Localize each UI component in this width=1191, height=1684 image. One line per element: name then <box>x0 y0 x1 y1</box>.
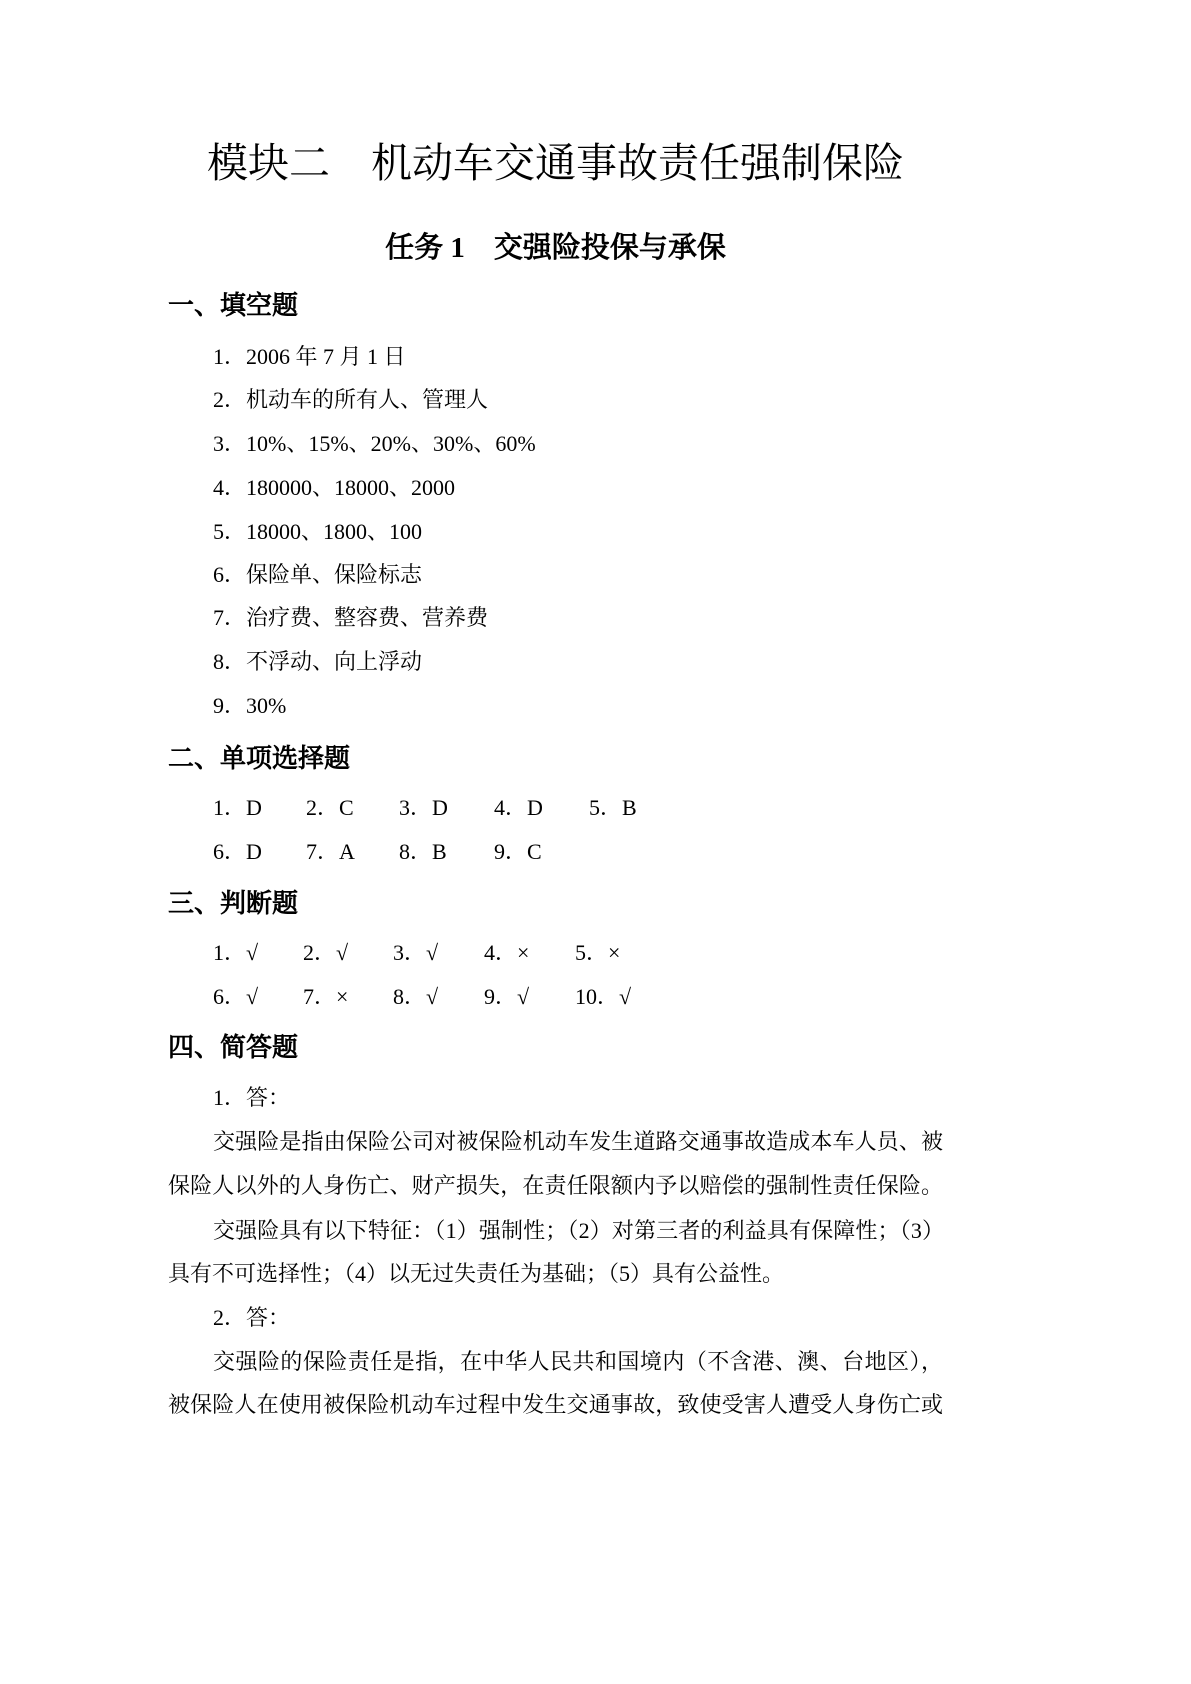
answer-value: √ <box>619 984 632 1009</box>
item-number: 7． <box>213 605 247 630</box>
answer-number: 9． <box>494 839 528 864</box>
paragraph-line: 被保险人在使用被保险机动车过程中发生交通事故，致使受害人遭受人身伤亡或 <box>168 1392 943 1417</box>
item-text: 保险单、保险标志 <box>246 562 423 587</box>
answer-value: A <box>339 839 355 864</box>
choice-answer <box>213 830 262 874</box>
answer-value: D <box>246 839 262 864</box>
judgement-answer <box>575 931 620 975</box>
list-item <box>213 378 488 422</box>
answer-number: 2． <box>306 795 340 820</box>
judgement-answer <box>484 931 529 975</box>
answer-label: 2．答： <box>213 1305 291 1330</box>
judgement-answer <box>393 931 438 975</box>
answer-number: 3． <box>393 940 427 965</box>
choice-answer <box>494 830 542 874</box>
answer-value: √ <box>246 984 259 1009</box>
list-item <box>213 640 422 684</box>
choice-answer <box>589 786 637 830</box>
answer-value: √ <box>336 940 349 965</box>
answer-value: × <box>336 984 349 1009</box>
answer-value: C <box>339 795 354 820</box>
choice-answer <box>306 786 354 830</box>
answer-number: 8． <box>393 984 427 1009</box>
paragraph-line: 交强险是指由保险公司对被保险机动车发生道路交通事故造成本车人员、被 <box>213 1129 943 1154</box>
answer-number: 2． <box>303 940 337 965</box>
item-text: 治疗费、整容费、营养费 <box>246 605 489 630</box>
answer-value: D <box>246 795 262 820</box>
task-title: 任务 1 交强险投保与承保 <box>385 232 726 264</box>
judgement-answer <box>484 975 529 1019</box>
answer-value: B <box>622 795 637 820</box>
answer-value: B <box>432 839 447 864</box>
list-item <box>213 510 422 554</box>
answer-number: 3． <box>399 795 433 820</box>
answer-number: 7． <box>303 984 337 1009</box>
judgement-answer <box>213 975 258 1019</box>
paragraph-line: 交强险的保险责任是指，在中华人民共和国境内（不含港、澳、台地区）， <box>213 1349 943 1374</box>
section-heading: 二、单项选择题 <box>168 743 351 773</box>
item-text: 不浮动、向上浮动 <box>246 649 423 674</box>
module-title: 模块二 机动车交通事故责任强制保险 <box>207 140 904 186</box>
item-text: 30% <box>246 693 287 718</box>
item-number: 6． <box>213 562 247 587</box>
item-text: 18000、1800、100 <box>246 519 423 544</box>
list-item <box>213 553 422 597</box>
item-number: 2． <box>213 387 247 412</box>
item-number: 9． <box>213 693 247 718</box>
choice-answer <box>399 830 447 874</box>
answer-number: 6． <box>213 984 247 1009</box>
choice-answer <box>213 786 262 830</box>
item-text: 2006 年 7 月 1 日 <box>246 344 406 369</box>
list-item <box>213 596 488 640</box>
judgement-answer <box>303 931 348 975</box>
paragraph-line: 交强险具有以下特征：（1）强制性；（2）对第三者的利益具有保障性；（3） <box>213 1218 943 1243</box>
item-text: 机动车的所有人、管理人 <box>246 387 489 412</box>
answer-value: C <box>527 839 542 864</box>
item-number: 5． <box>213 519 247 544</box>
list-item <box>213 335 406 379</box>
answer-value: D <box>432 795 448 820</box>
choice-answer <box>306 830 355 874</box>
list-item <box>213 422 536 466</box>
item-number: 4． <box>213 475 247 500</box>
judgement-answer <box>303 975 348 1019</box>
list-item <box>213 466 455 510</box>
answer-number: 10． <box>575 984 620 1009</box>
item-text: 180000、18000、2000 <box>246 475 456 500</box>
answer-number: 4． <box>494 795 528 820</box>
answer-number: 5． <box>575 940 609 965</box>
choice-answer <box>494 786 543 830</box>
judgement-answer <box>213 931 258 975</box>
answer-number: 9． <box>484 984 518 1009</box>
paragraph-line: 保险人以外的人身伤亡、财产损失，在责任限额内予以赔偿的强制性责任保险。 <box>168 1173 943 1198</box>
item-number: 3． <box>213 431 247 456</box>
answer-number: 6． <box>213 839 247 864</box>
judgement-answer <box>393 975 438 1019</box>
answer-number: 5． <box>589 795 623 820</box>
answer-number: 7． <box>306 839 340 864</box>
choice-answer <box>399 786 448 830</box>
answer-value: D <box>527 795 543 820</box>
answer-value: × <box>608 940 621 965</box>
answer-value: × <box>517 940 530 965</box>
item-text: 10%、15%、20%、30%、60% <box>246 431 536 456</box>
item-number: 8． <box>213 649 247 674</box>
answer-number: 1． <box>213 940 247 965</box>
answer-value: √ <box>426 984 439 1009</box>
paragraph-line: 具有不可选择性；（4）以无过失责任为基础；（5）具有公益性。 <box>168 1261 785 1286</box>
section-heading: 三、判断题 <box>168 888 299 918</box>
answer-label: 1．答： <box>213 1085 291 1110</box>
answer-value: √ <box>426 940 439 965</box>
answer-value: √ <box>246 940 259 965</box>
answer-number: 4． <box>484 940 518 965</box>
section-heading: 一、填空题 <box>168 290 299 320</box>
section-heading: 四、简答题 <box>168 1032 299 1062</box>
answer-value: √ <box>517 984 530 1009</box>
judgement-answer <box>575 975 631 1019</box>
list-item <box>213 684 286 728</box>
item-number: 1． <box>213 344 247 369</box>
answer-number: 8． <box>399 839 433 864</box>
answer-number: 1． <box>213 795 247 820</box>
